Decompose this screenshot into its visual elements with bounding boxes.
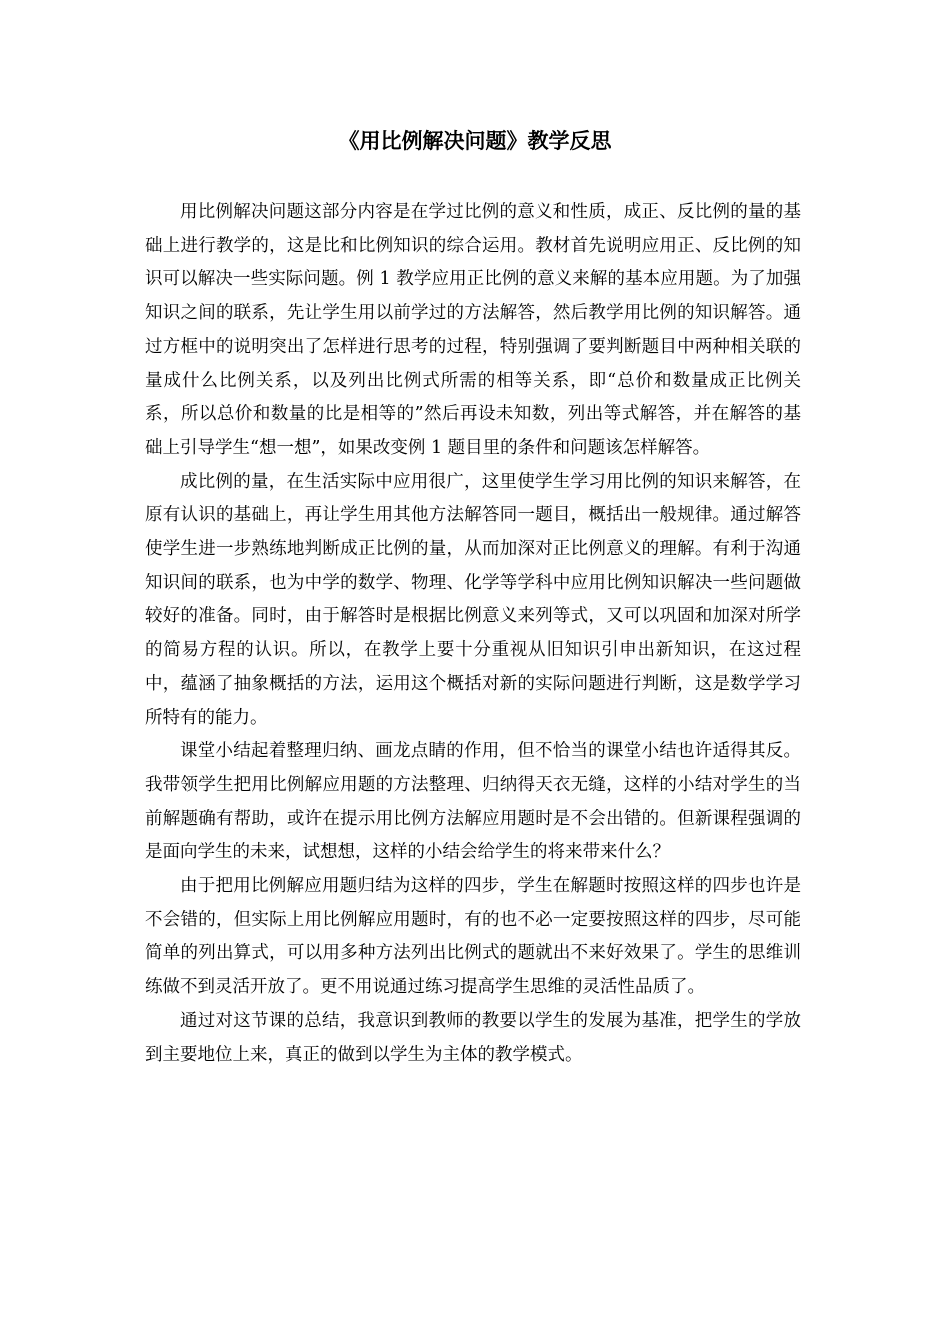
paragraph-3: 课堂小结起着整理归纳、画龙点睛的作用，但不恰当的课堂小结也许适得其反。我带领学生把用比例解应用题的方法整理、归纳得天衣无缝，这样的小结对学生的当前解题确有帮助，或许在提示用比例方法解应用题时是不会出错的。但新课程强调的是面向学生的未来，试想想，这样的小结会给学生的将来带来什么？	[145, 741, 801, 863]
paragraph-4: 由于把用比例解应用题归结为这样的四步，学生在解题时按照这样的四步也许是不会错的，但实际上用比例解应用题时，有的也不必一定要按照这样的四步，尽可能简单的列出算式，可以用多种方法列出比例式的题就出不来好效果了。学生的思维训练做不到灵活开放了。更不用说通过练习提高学生思维的灵活性品质了。	[145, 876, 801, 998]
document-title: 《用比例解决问题》教学反思	[338, 128, 612, 153]
document-body	[145, 196, 801, 1072]
paragraph-1: 用比例解决问题这部分内容是在学过比例的意义和性质，成正、反比例的量的基础上进行教学的，这是比和比例知识的综合运用。教材首先说明应用正、反比例的知识可以解决一些实际问题。例 1 教学应用正比例的意义来解的基本应用题。为了加强知识之间的联系，先让学生用以前学过的方法解答，然后教学用比例的知识解答。通过方框中的说明突出了怎样进行思考的过程，特别强调了要判断题目中两种相关联的量成什么比例关系，以及列出比例式所需的相等关系，即“总价和数量成正比例关系，所以总价和数量的比是相等的”然后再设未知数，列出等式解答，并在解答的基础上引导学生“想一想”，如果改变例 1 题目里的条件和问题该怎样解答。	[145, 202, 801, 458]
paragraph-2: 成比例的量，在生活实际中应用很广，这里使学生学习用比例的知识来解答，在原有认识的基础上，再让学生用其他方法解答同一题目，概括出一般规律。通过解答使学生进一步熟练地判断成正比例的量，从而加深对正比例意义的理解。有利于沟通知识间的联系，也为中学的数学、物理、化学等学科中应用比例知识解决一些问题做较好的准备。同时，由于解答时是根据比例意义来列等式，又可以巩固和加深对所学的简易方程的认识。所以，在教学上要十分重视从旧知识引申出新知识，在这过程中，蕴涵了抽象概括的方法，运用这个概括对新的实际问题进行判断，这是数学学习所特有的能力。	[145, 471, 801, 728]
paragraph-5: 通过对这节课的总结，我意识到教师的教要以学生的发展为基准，把学生的学放到主要地位上来，真正的做到以学生为主体的教学模式。	[145, 1010, 801, 1065]
